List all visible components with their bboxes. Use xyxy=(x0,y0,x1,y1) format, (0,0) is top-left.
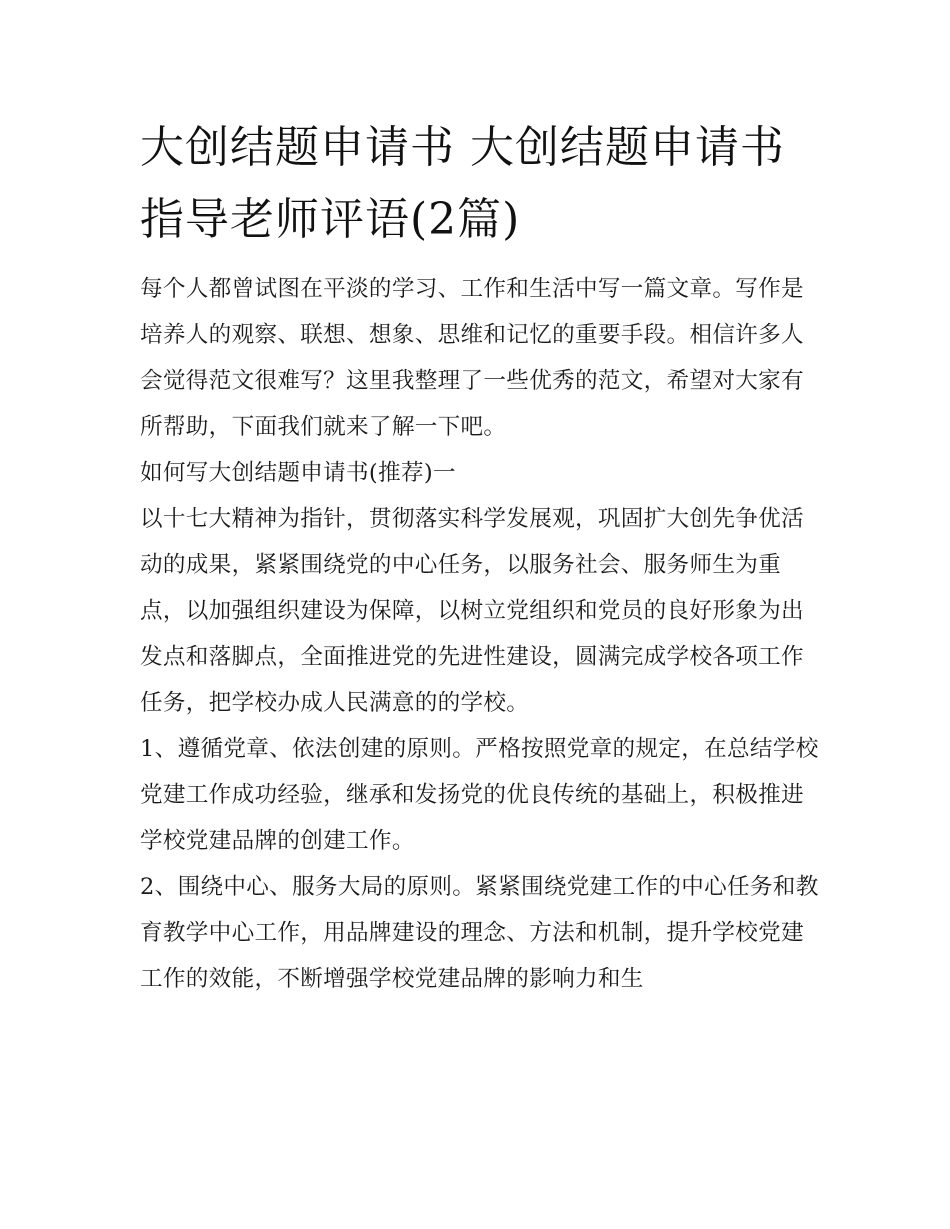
document-title: 大创结题申请书 大创结题申请书指导老师评语(2篇) xyxy=(140,122,785,245)
intro-paragraph: 每个人都曾试图在平淡的学习、工作和生活中写一篇文章。写作是培养人的观察、联想、想象、思维和记忆的重要手段。相信许多人会觉得范文很难写？这里我整理了一些优秀的范文，希望对大家有所帮助，下面我们就来了解一下吧。 xyxy=(140,276,804,440)
document-content xyxy=(140,112,820,1002)
section-heading: 如何写大创结题申请书(推荐)一 xyxy=(140,460,456,486)
principle-1-paragraph: 1、遵循党章、依法创建的原则。严格按照党章的规定，在总结学校党建工作成功经验，继承和发扬党的优良传统的基础上，积极推进学校党建品牌的创建工作。 xyxy=(140,736,819,854)
document-body xyxy=(140,266,820,1002)
body-paragraph: 以十七大精神为指针，贯彻落实科学发展观，巩固扩大创先争优活动的成果，紧紧围绕党的中心任务，以服务社会、服务师生为重点，以加强组织建设为保障，以树立党组织和党员的良好形象为出发点和落脚点，全面推进党的先进性建设，圆满完成学校各项工作任务，把学校办成人民满意的的学校。 xyxy=(140,506,804,716)
principle-2-paragraph: 2、围绕中心、服务大局的原则。紧紧围绕党建工作的中心任务和教育教学中心工作，用品牌建设的理念、方法和机制，提升学校党建工作的效能，不断增强学校党建品牌的影响力和生 xyxy=(140,874,819,992)
